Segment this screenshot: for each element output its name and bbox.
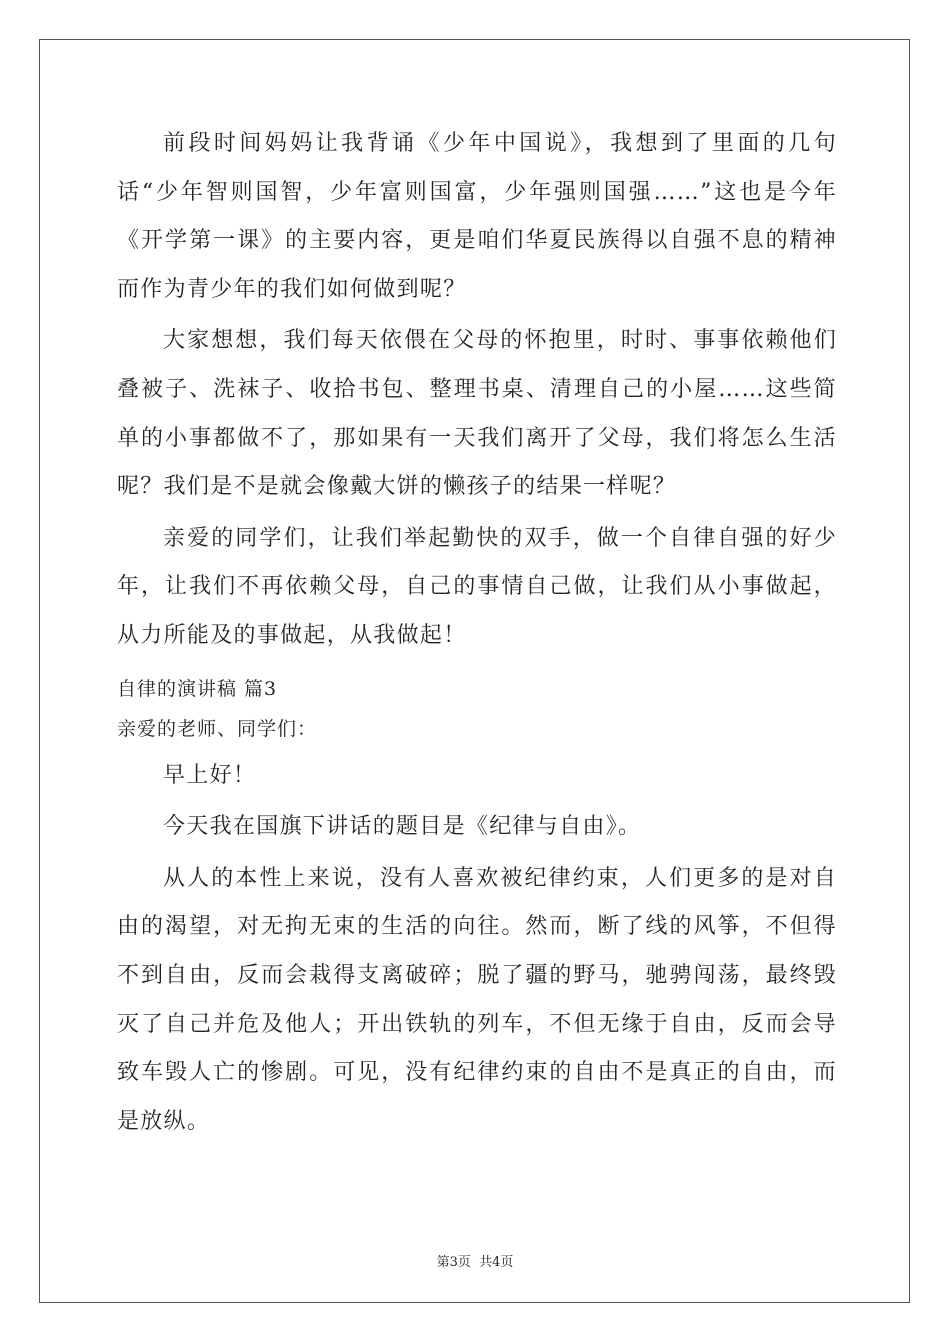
paragraph: 大家想想，我们每天依偎在父母的怀抱里，时时、事事依赖他们叠被子、洗袜子、收拾书包、整理书桌、清理自己的小屋……这些简单的小事都做不了，那如果有一天我们离开了父母，我们将怎么生活呢？我们是不是就会像戴大饼的懒孩子的结果一样呢？ <box>117 328 837 500</box>
section-heading: 自律的演讲稿 篇3 <box>117 677 278 700</box>
paragraph: 从人的本性上来说，没有人喜欢被纪律约束，人们更多的是对自由的渴望，对无拘无束的生活的向往。然而，断了线的风筝，不但得不到自由，反而会栽得支离破碎；脱了疆的野马，驰骋闯荡，最终毁灭了自己并危及他人；开出铁轨的列车，不但无缘于自由，反而会导致车毁人亡的惨剧。可见，没有纪律约束的自由不是真正的自由，而是放纵。 <box>117 865 837 1134</box>
paragraph: 亲爱的同学们，让我们举起勤快的双手，做一个自律自强的好少年，让我们不再依赖父母，自己的事情自己做，让我们从小事做起，从力所能及的事做起，从我做起！ <box>117 525 837 648</box>
document-body <box>117 120 837 1149</box>
page-number: 第3页 <box>436 1255 471 1270</box>
page-total: 共4页 <box>479 1255 514 1270</box>
salutation: 亲爱的老师、同学们： <box>117 717 318 740</box>
paragraph: 今天我在国旗下讲话的题目是《纪律与自由》。 <box>163 814 642 840</box>
paragraph: 早上好！ <box>163 762 257 788</box>
page-footer <box>0 1251 950 1270</box>
paragraph: 前段时间妈妈让我背诵《少年中国说》，我想到了里面的几句话“少年智则国智，少年富则国富，少年强则国强……”这也是今年《开学第一课》的主要内容，更是咱们华夏民族得以自强不息的精神而作为青少年的我们如何做到呢？ <box>117 131 837 302</box>
